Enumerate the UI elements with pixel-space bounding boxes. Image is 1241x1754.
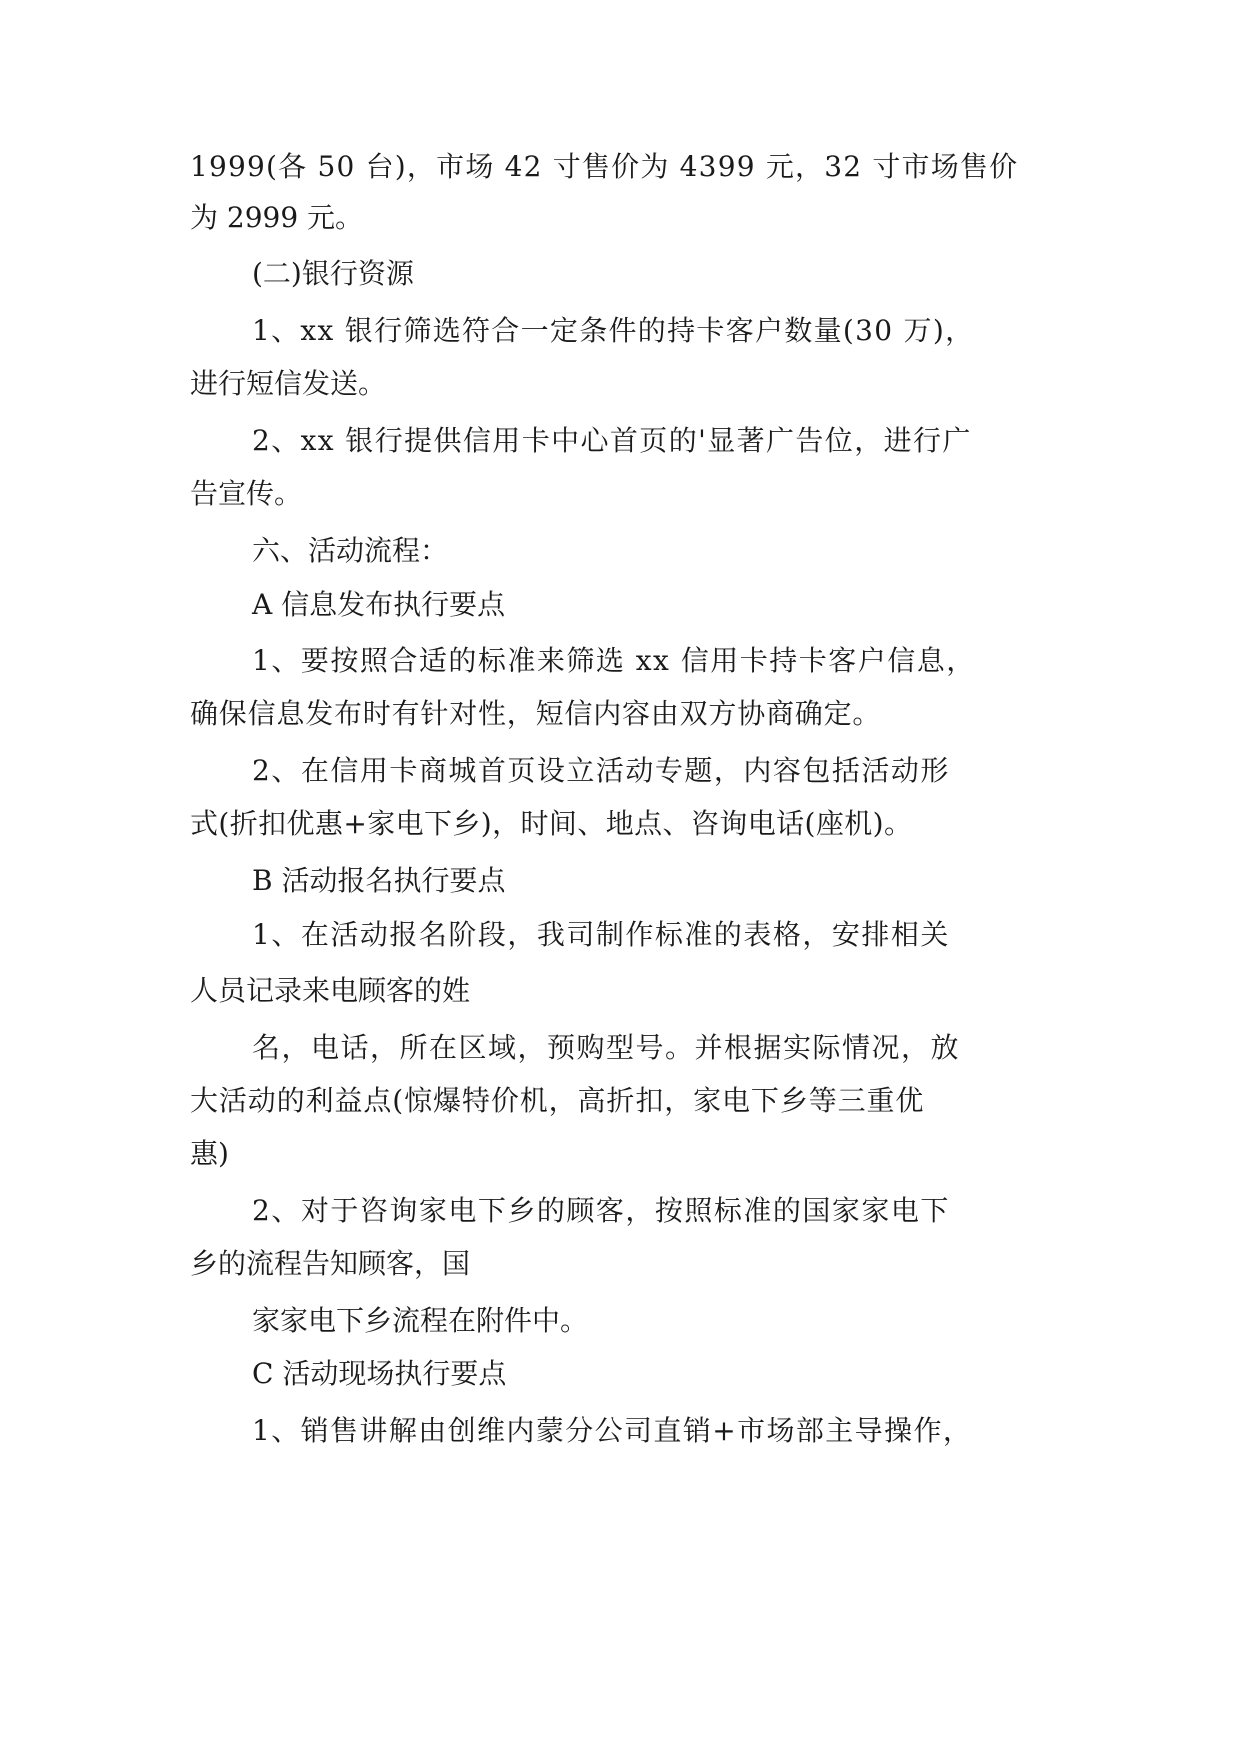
text-line: 确保信息发布时有针对性，短信内容由双方协商确定。 [190, 697, 882, 730]
text-line: 乡的流程告知顾客，国 [190, 1247, 471, 1280]
section-heading: 六、活动流程： [252, 534, 449, 567]
text-line: 2、在信用卡商城首页设立活动专题，内容包括活动形 [252, 754, 950, 787]
text-line: 进行短信发送。 [190, 367, 387, 400]
section-heading: (二)银行资源 [252, 257, 414, 290]
text-line: 人员记录来电顾客的姓 [190, 974, 471, 1007]
text-line: 2、xx 银行提供信用卡中心首页的'显著广告位，进行广 [252, 424, 972, 457]
text-line: 2、对于咨询家电下乡的顾客，按照标准的国家家电下 [252, 1194, 950, 1227]
text-line: 1999(各 50 台)，市场 42 寸售价为 4399 元，32 寸市场售价 [190, 150, 1019, 183]
text-line: 名，电话，所在区域，预购型号。并根据实际情况，放 [252, 1031, 961, 1064]
text-line: 1、销售讲解由创维内蒙分公司直销+市场部主导操作， [252, 1414, 973, 1447]
text-line: 式(折扣优惠+家电下乡)，时间、地点、咨询电话(座机)。 [190, 807, 913, 840]
text-line: 告宣传。 [190, 477, 303, 510]
subsection-heading: B 活动报名执行要点 [252, 864, 506, 897]
text-line: 家家电下乡流程在附件中。 [252, 1304, 589, 1337]
text-line: 1、要按照合适的标准来筛选 xx 信用卡持卡客户信息， [252, 644, 976, 677]
text-line: 大活动的利益点(惊爆特价机，高折扣，家电下乡等三重优 [190, 1084, 925, 1117]
subsection-heading: A 信息发布执行要点 [252, 588, 506, 621]
text-line: 1、在活动报名阶段，我司制作标准的表格，安排相关 [252, 918, 950, 951]
text-line: 惠) [190, 1137, 229, 1170]
text-line: 1、xx 银行筛选符合一定条件的持卡客户数量(30 万)， [252, 314, 975, 347]
text-line: 为 2999 元。 [190, 201, 364, 234]
subsection-heading: C 活动现场执行要点 [252, 1357, 507, 1390]
